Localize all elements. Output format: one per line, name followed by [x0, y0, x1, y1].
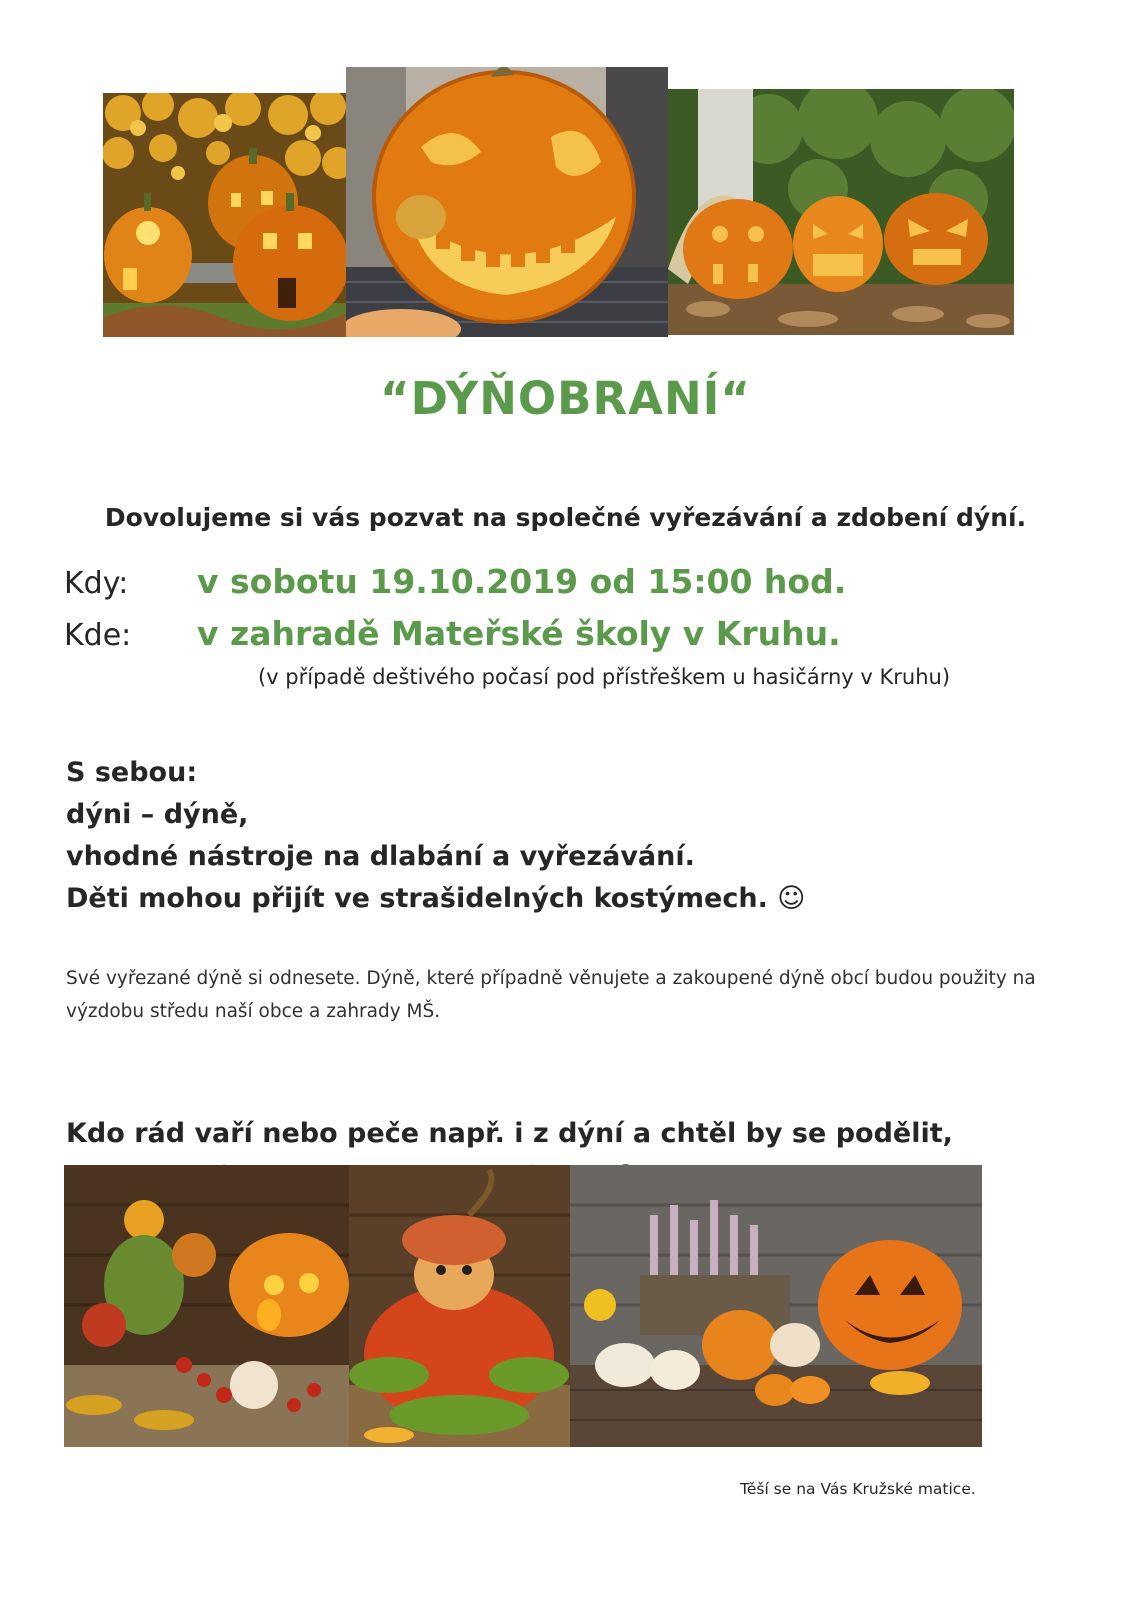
where-label: Kde:: [64, 618, 132, 653]
cooking-invitation: Kdo rád vaří nebo peče např. i z dýní a chtěl by se podělit,: [66, 1118, 953, 1149]
signature: Těší se na Vás Kružské matice.: [740, 1480, 976, 1498]
invitation-text: Dovolujeme si vás pozvat na společné vyřezávání a zdobení dýní.: [104, 503, 1027, 532]
bring-heading: S sebou:: [66, 757, 198, 788]
bring-item: Děti mohou přijít ve strašidelných kostýmech. ☺: [66, 883, 806, 914]
bring-item: vhodné nástroje na dlabání a vyřezávání.: [66, 841, 695, 872]
photo-pumpkin-houses: [103, 93, 346, 337]
where-value: v zahradě Mateřské školy v Kruhu.: [197, 614, 841, 653]
when-value: v sobotu 19.10.2019 od 15:00 hod.: [197, 562, 847, 601]
pumpkin-info-text: Své vyřezané dýně si odnesete. Dýně, které případně věnujete a zakoupené dýně obcí budou použity na výzdobu středu naší obce a zahrady MŠ.: [66, 968, 1036, 1022]
rain-note: (v případě deštivého počasí pod přístřeškem u hasičárny v Kruhu): [258, 665, 951, 689]
photo-pumpkin-figure: [349, 1165, 570, 1447]
bring-item: dýni – dýně,: [66, 799, 249, 830]
bring-list: [66, 752, 805, 920]
when-label: Kdy:: [64, 566, 129, 601]
photo-pumpkin-decoration-left: [64, 1165, 349, 1447]
photo-carved-pumpkin-face: [346, 67, 668, 337]
photo-jack-o-lantern-still-life: [570, 1165, 982, 1447]
page-title: “DÝŇOBRANÍ“: [380, 372, 751, 425]
photo-three-pumpkins-garden: [668, 89, 1014, 335]
